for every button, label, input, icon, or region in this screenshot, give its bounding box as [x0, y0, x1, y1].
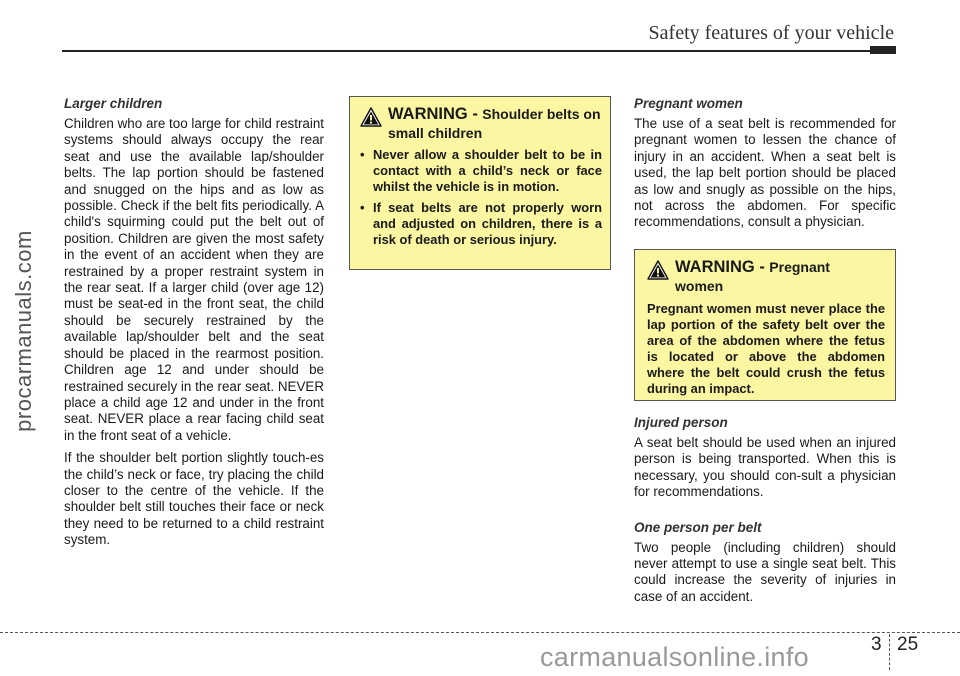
- warning-heading-text: [388, 105, 602, 143]
- warning-item: [360, 200, 602, 248]
- header-rule: [62, 50, 870, 52]
- column-larger-children: [64, 95, 324, 555]
- paragraph-injured-person: A seat belt should be used when an injured person is being transported. When this is necessary, you should con-sult a physician for recommendations.: [634, 435, 896, 500]
- subtitle-one-person-per-belt: One person per belt: [634, 519, 762, 535]
- warning-header: [360, 105, 602, 143]
- warning-box-pregnant-women: [634, 249, 896, 401]
- warning-item-text: If seat belts are not properly worn and adjusted on children, there is a risk of death or serious injury.: [373, 200, 602, 247]
- warning-item: [360, 147, 602, 195]
- header-tab: [870, 46, 896, 54]
- column-right-lower: [634, 414, 896, 611]
- bullet-glyph: •: [360, 200, 365, 215]
- warning-header: [647, 258, 885, 296]
- warning-word: WARNING -: [675, 258, 765, 276]
- warning-triangle-icon: [647, 260, 669, 280]
- warning-title: Shoulder belts on small children: [388, 106, 601, 141]
- subtitle-injured-person: Injured person: [634, 415, 728, 430]
- running-header: Safety features of your vehicle: [648, 22, 894, 44]
- warning-box-shoulder-belts: [349, 96, 611, 270]
- paragraph-one-person-per-belt: Two people (including children) should never attempt to use a single seat belt. This could increase the severity of injuries in case of an accident.: [634, 539, 896, 604]
- column-right: [634, 95, 896, 237]
- warning-list: [360, 147, 602, 248]
- paragraph-larger-children-2: If the shoulder belt portion slightly touch-es the child’s neck or face, try placing the child closer to the centre of the vehicle. If the shoulder belt still touches their face or neck they need to be returned to a child restraint system.: [64, 450, 324, 548]
- subtitle-larger-children: Larger children: [64, 96, 163, 111]
- warning-item-text: Never allow a shoulder belt to be in contact with a child’s neck or face whilst the vehicle is in motion.: [373, 147, 602, 194]
- subtitle-pregnant-women: Pregnant women: [634, 96, 743, 111]
- paragraph-larger-children-1: Children who are too large for child restraint systems should always occupy the rear seat and use the available lap/shoulder belts. The lap portion should be fastened and snugged on the hips and as low as possible. Check if the belt fits periodically. A child's squirming could put the belt out of position. Children are given the most safety in the event of an accident when they are restrained by a proper restraint system in the rear seat. If a larger child (over age 12) must be seat-ed in the front seat, the child should be securely restrained by the available lap/shoulder belt and the seat should be placed in the rearmost position. Children age 12 and under should be restrained securely in the rear seat. NEVER place a child age 12 and under in the front seat. NEVER place a rear facing child seat in the front seat of a vehicle.: [64, 116, 324, 443]
- page-number: 25: [897, 634, 919, 655]
- chapter-number: 3: [871, 634, 882, 655]
- warning-body: Pregnant women must never place the lap portion of the safety belt over the area of the abdomen where the fetus is located or above the abdomen where the belt could crush the fetus during an impact.: [647, 301, 885, 396]
- page-number-separator: [889, 634, 890, 670]
- warning-title: Pregnant women: [675, 259, 830, 294]
- bullet-glyph: •: [360, 147, 365, 162]
- paragraph-pregnant-women: The use of a seat belt is recommended for pregnant women to lessen the chance of injury in an accident. When a seat belt is used, the lap belt portion should be placed as low and snugly as possible on the hips, not across the abdomen. For specific recommendations, consult a physician.: [634, 116, 896, 230]
- warning-word: WARNING -: [388, 105, 478, 123]
- bottom-watermark: carmanualsonline.info: [540, 642, 809, 672]
- warning-triangle-icon: [360, 107, 382, 127]
- side-watermark: procarmanuals.com: [11, 230, 36, 432]
- warning-heading-text: [675, 258, 855, 296]
- footer-rule: [0, 632, 960, 633]
